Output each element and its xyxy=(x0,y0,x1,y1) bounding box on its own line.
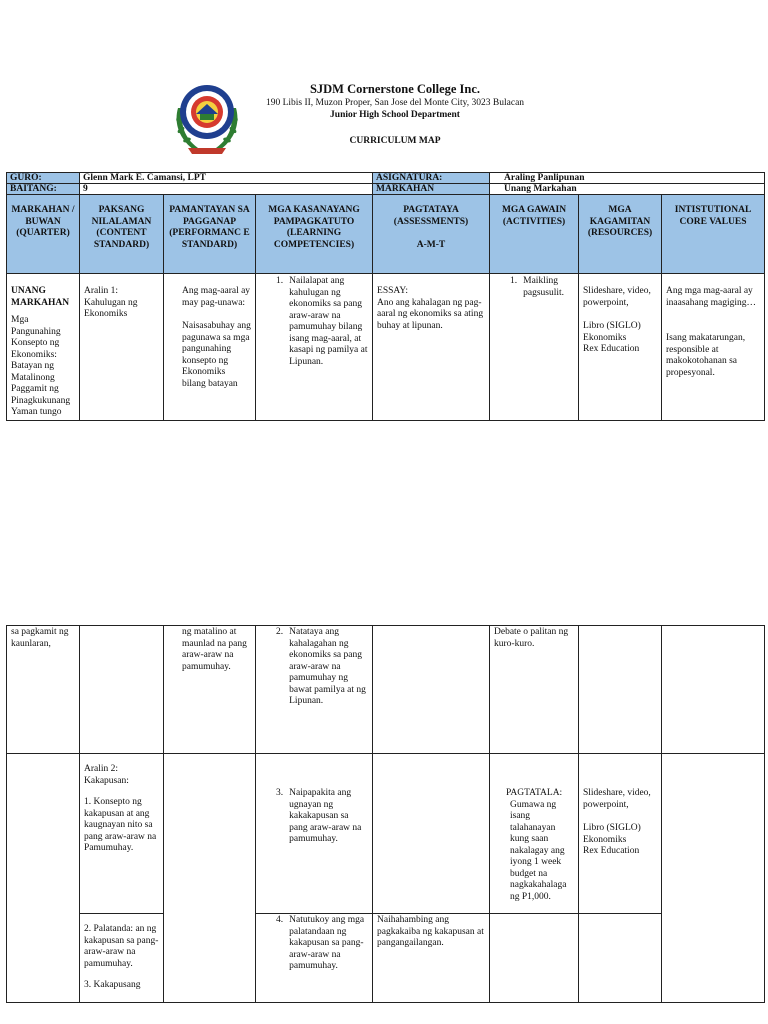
curriculum-map-table-page1 xyxy=(6,172,765,421)
resources-media: Slideshare, video, powerpoint, xyxy=(583,788,651,810)
table-row xyxy=(7,754,765,914)
school-address: 190 Libis II, Muzon Proper, San Jose del Monte City, 3023 Bulacan xyxy=(265,98,525,108)
assessment-cell xyxy=(373,274,490,421)
resources-cell-empty xyxy=(579,914,662,1003)
amt-label: A-M-T xyxy=(416,240,446,250)
baitang-label: BAITANG: xyxy=(7,184,80,195)
competency-number: 1. xyxy=(276,276,284,286)
column-header-row xyxy=(7,195,765,274)
activity-number: 1. xyxy=(510,276,518,286)
resources-publisher: Rex Education xyxy=(583,846,640,856)
performance-cell-continued: ng matalino at maunlad na pang araw-araw na pamumuhay. xyxy=(164,626,256,754)
activity-text: Maikling pagsusulit. xyxy=(523,276,565,298)
competency-cell xyxy=(256,274,373,421)
table-row xyxy=(7,626,765,754)
quarter-title: UNANG MARKAHAN xyxy=(11,286,70,308)
col-header-assessments xyxy=(373,195,490,274)
content-cell xyxy=(80,914,164,1003)
assessment-cell: Naihahambing ang pagkakaiba ng kakapusan at pangangailangan. xyxy=(373,914,490,1003)
resources-cell-empty xyxy=(579,626,662,754)
content-topic: 1. Konsepto ng kakapusan at ang kaugnayan nito sa pang araw-araw na Pamumuhay. xyxy=(84,797,157,853)
assessment-type: ESSAY: xyxy=(377,286,409,296)
competency-cell xyxy=(256,626,373,754)
info-row-baitang xyxy=(7,184,765,195)
core-values-cell-empty xyxy=(662,754,765,1003)
performance-cell-empty xyxy=(164,754,256,1003)
document-title: CURRICULUM MAP xyxy=(349,136,441,146)
competency-text: Natutukoy ang mga palatandaan ng kakapusan sa pang-araw-araw na pamumuhay. xyxy=(289,915,365,971)
content-topic: 2. Palatanda: an ng kakapusan sa pang-araw-araw na pamumuhay. xyxy=(84,924,159,969)
resources-cell xyxy=(579,754,662,914)
content-cell xyxy=(80,274,164,421)
assessment-text: Ano ang kahalagan ng pag-aaral ng ekonomiks sa ating buhay at lipunan. xyxy=(377,297,484,331)
quarter-cell-empty xyxy=(7,754,80,1003)
assessment-cell-empty xyxy=(373,754,490,914)
core-values-text: Isang makatarungan, responsible at makokotohanan sa propesyonal. xyxy=(666,333,746,378)
col-header-performance: PAMANTAYAN SA PAGGANAP (PERFORMANC E STANDARD) xyxy=(164,195,256,274)
core-values-intro: Ang mga mag-aaral ay inaasahang magiging… xyxy=(666,286,756,308)
resources-publisher: Rex Education xyxy=(583,344,640,354)
performance-text: Naisasabuhay ang pagunawa sa mga pangunahing konsepto ng Ekonomiks bilang batayan xyxy=(182,321,251,389)
table-row xyxy=(7,274,765,421)
info-row-guro xyxy=(7,173,765,184)
school-name: SJDM Cornerstone College Inc. xyxy=(309,82,481,96)
col-header-quarter: MARKAHAN / BUWAN (QUARTER) xyxy=(7,195,80,274)
baitang-value: 9 xyxy=(80,184,373,195)
department-name: Junior High School Department xyxy=(330,110,460,120)
content-lesson: Aralin 1: Kahulugan ng Ekonomiks xyxy=(84,286,138,319)
guro-value: Glenn Mark E. Camansi, LPT xyxy=(80,173,373,184)
resources-book: Libro (SIGLO) xyxy=(583,321,641,331)
content-topic-next: 3. Kakapusang xyxy=(84,980,141,990)
competency-cell xyxy=(256,754,373,914)
activity-cell xyxy=(490,754,579,914)
assessment-cell-empty xyxy=(373,626,490,754)
quarter-topic: Mga Pangunahing Konsepto ng Ekonomiks: Batayan ng Matalinong Paggamit ng Pinagkukunang Yaman tungo xyxy=(11,315,71,417)
curriculum-map-table-page2 xyxy=(6,625,765,1003)
assessments-label: PAGTATAYA (ASSESSMENTS) xyxy=(393,205,469,227)
content-cell xyxy=(80,754,164,914)
competency-text: Nailalapat ang kahulugan ng ekonomiks sa pang araw-araw na pamumuhay bilang isang mag-aaral, at kasapi ng pamilya at Lipunan. xyxy=(289,276,368,367)
core-values-cell-empty xyxy=(662,626,765,754)
col-header-activities: MGA GAWAIN (ACTIVITIES) xyxy=(490,195,579,274)
resources-subject: Ekonomiks xyxy=(583,834,627,845)
quarter-cell-continued: sa pagkamit ng kaunlaran, xyxy=(7,626,80,754)
col-header-content: PAKSANG NILALAMAN (CONTENT STANDARD) xyxy=(80,195,164,274)
activity-cell xyxy=(490,274,579,421)
competency-text: Naipapakita ang ugnayan ng kakakapusan sa pang araw-araw na pamumuhay. xyxy=(289,788,362,844)
guro-label: GURO: xyxy=(7,173,80,184)
competency-number: 3. xyxy=(276,788,284,798)
competency-number: 4. xyxy=(276,915,284,925)
quarter-cell xyxy=(7,274,80,421)
resources-book: Libro (SIGLO) xyxy=(583,823,641,833)
markahan-value: Unang Markahan xyxy=(490,184,765,195)
performance-intro: Ang mag-aaral ay may pag-unawa: xyxy=(182,286,251,308)
asignatura-label: ASIGNATURA: xyxy=(373,173,490,184)
markahan-label: MARKAHAN xyxy=(373,184,490,195)
resources-cell xyxy=(579,274,662,421)
table-row xyxy=(7,914,765,1003)
content-cell-empty xyxy=(80,626,164,754)
performance-cell xyxy=(164,274,256,421)
col-header-competencies: MGA KASANAYANG PAMPAGKATUTO (LEARNING COMPETENCIES) xyxy=(256,195,373,274)
activity-type: PAGTATALA: xyxy=(506,788,563,798)
activity-cell: Debate o palitan ng kuro-kuro. xyxy=(490,626,579,754)
competency-text: Natataya ang kahalagahan ng ekonomiks sa pang araw-araw na pamumuhay ng bawat pamilya at ng Lipunan. xyxy=(289,627,366,706)
asignatura-value: Araling Panlipunan xyxy=(490,173,765,184)
resources-subject: Ekonomiks xyxy=(583,332,627,343)
content-lesson: Aralin 2: Kakapusan: xyxy=(84,764,129,786)
resources-media: Slideshare, video, powerpoint, xyxy=(583,286,651,308)
col-header-core-values: INTISTUTIONAL CORE VALUES xyxy=(662,195,765,274)
col-header-resources: MGA KAGAMITAN (RESOURCES) xyxy=(579,195,662,274)
activity-text: Gumawa ng isang talahanayan kung saan nakalagay ang iyong 1 week budget na nagkakahalaga ng P1,000. xyxy=(510,799,567,902)
core-values-cell xyxy=(662,274,765,421)
activity-cell-empty xyxy=(490,914,579,1003)
competency-number: 2. xyxy=(276,627,284,637)
competency-cell xyxy=(256,914,373,1003)
